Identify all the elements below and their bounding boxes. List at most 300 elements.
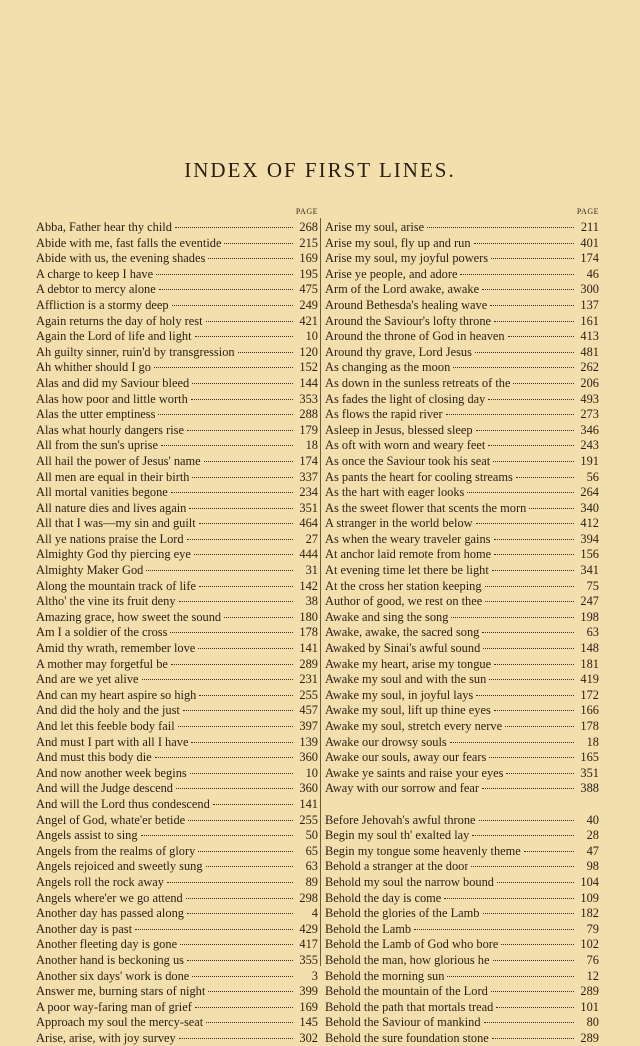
right-index-entry: [325, 594, 599, 610]
right-index-entry: [325, 360, 599, 376]
dot-leader: [199, 695, 293, 696]
left-index-entry: [36, 220, 318, 236]
right-index-entry: [325, 547, 599, 563]
first-line-text: All mortal vanities begone: [36, 485, 168, 500]
first-line-text: Awake my soul, stretch every nerve: [325, 719, 503, 733]
dot-leader: [146, 570, 293, 571]
dot-leader: [482, 788, 574, 789]
page-number: 144: [299, 375, 318, 390]
dot-leader: [497, 882, 574, 883]
left-column: [36, 207, 318, 1046]
right-index-entry: [325, 828, 599, 844]
dot-leader: [494, 554, 574, 555]
right-index-entry: [325, 516, 599, 532]
left-index-entry: [36, 657, 318, 673]
first-line-text: Begin my soul th' exalted lay: [325, 828, 470, 843]
first-line-text: Awake my soul, in joyful lays: [325, 687, 474, 702]
first-line-text: Angels from the realms of glory: [36, 843, 196, 858]
page-number: 169: [299, 251, 318, 266]
dot-leader: [494, 664, 574, 665]
dot-leader: [158, 414, 293, 415]
page-number: 288: [299, 407, 318, 422]
page-number: 120: [299, 344, 318, 359]
right-index-entry: [325, 438, 599, 454]
dot-leader: [485, 601, 574, 602]
first-line-text: Behold a stranger at the door: [325, 859, 469, 874]
right-index-entry: [325, 750, 599, 766]
page-number: 231: [299, 672, 318, 687]
right-entry-list: [325, 220, 599, 1046]
dot-leader: [529, 508, 574, 509]
left-index-entry: [36, 906, 318, 922]
first-line-text: And now another week begins: [36, 765, 187, 780]
right-index-entry: [325, 376, 599, 392]
page-number: 165: [580, 750, 599, 765]
right-index-entry: [325, 969, 599, 985]
page-number: 18: [305, 438, 318, 453]
dot-leader: [444, 898, 574, 899]
page-number: 142: [299, 578, 318, 593]
first-line-text: Behold the mountain of the Lord: [325, 984, 488, 999]
page-number: 182: [580, 906, 599, 921]
dot-leader: [506, 773, 574, 774]
page-number: 346: [580, 422, 599, 437]
dot-leader: [472, 835, 574, 836]
dot-leader: [494, 539, 575, 540]
column-divider: [320, 218, 321, 966]
first-line-text: Angels rejoiced and sweetly sung: [36, 859, 203, 874]
dot-leader: [474, 243, 574, 244]
left-index-entry: [36, 267, 318, 283]
page-number: 234: [299, 485, 318, 500]
first-line-text: Along the mountain track of life: [36, 578, 197, 593]
left-index-entry: [36, 1015, 318, 1031]
page-number: 388: [580, 781, 599, 796]
page-number: 109: [580, 890, 599, 905]
left-index-entry: [36, 735, 318, 751]
dot-leader: [494, 710, 574, 711]
right-index-entry: [325, 844, 599, 860]
page-number: 341: [580, 563, 599, 578]
dot-leader: [475, 352, 574, 353]
left-index-entry: [36, 859, 318, 875]
first-line-text: As flows the rapid river: [325, 407, 443, 422]
right-index-entry: [325, 454, 599, 470]
page-number: 46: [586, 266, 599, 281]
page-number: 79: [586, 921, 599, 936]
dot-leader: [206, 866, 293, 867]
page-number: 289: [580, 1030, 599, 1045]
first-line-text: All nature dies and lives again: [36, 500, 187, 515]
right-index-entry: [325, 859, 599, 875]
left-index-entry: [36, 438, 318, 454]
left-index-entry: [36, 750, 318, 766]
dot-leader: [427, 227, 574, 228]
page-number: 421: [299, 313, 318, 328]
first-line-text: Away with our sorrow and fear: [325, 781, 480, 796]
page-number: 98: [586, 859, 599, 874]
first-line-text: Awake and sing the song: [325, 609, 449, 624]
dot-leader: [195, 336, 293, 337]
page-number: 148: [580, 641, 599, 656]
first-line-text: Arise my soul, my joyful powers: [325, 251, 489, 266]
first-line-text: Angels assist to sing: [36, 828, 138, 843]
dot-leader: [485, 586, 574, 587]
page-number: 355: [299, 952, 318, 967]
first-line-text: A poor way-faring man of grief: [36, 999, 192, 1014]
dot-leader: [471, 866, 574, 867]
first-line-text: As when the weary traveler gains: [325, 531, 491, 546]
page-number: 101: [580, 999, 599, 1014]
left-index-entry: [36, 251, 318, 267]
left-index-entry: [36, 688, 318, 704]
right-column: [325, 207, 599, 1046]
page-number: 137: [580, 297, 599, 312]
page-number: 302: [299, 1030, 318, 1045]
page-number: 174: [580, 251, 599, 266]
first-line-text: Awake my soul, lift up thine eyes: [325, 703, 491, 718]
right-index-entry: [325, 220, 599, 236]
page-number: 255: [299, 687, 318, 702]
page-number: 191: [580, 453, 599, 468]
left-index-entry: [36, 844, 318, 860]
first-line-text: At the cross her station keeping: [325, 578, 482, 593]
first-line-text: Arm of the Lord awake, awake: [325, 282, 480, 297]
first-line-text: And are we yet alive: [36, 672, 139, 687]
page-number: 102: [580, 937, 599, 952]
left-index-entry: [36, 579, 318, 595]
left-index-entry: [36, 282, 318, 298]
right-index-entry: [325, 703, 599, 719]
left-index-entry: [36, 766, 318, 782]
first-line-text: Behold the man, how glorious he: [325, 952, 490, 967]
page-number: 152: [299, 360, 318, 375]
dot-leader: [516, 477, 574, 478]
right-index-entry: [325, 906, 599, 922]
left-index-entry: [36, 625, 318, 641]
page-number: 353: [299, 391, 318, 406]
first-line-text: Another day is past: [36, 921, 133, 936]
right-index-entry: [325, 563, 599, 579]
page-number: 360: [299, 750, 318, 765]
page-number: 80: [586, 1015, 599, 1030]
page-number: 4: [311, 906, 318, 921]
page-number: 247: [580, 594, 599, 609]
dot-leader: [187, 960, 293, 961]
left-index-entry: [36, 563, 318, 579]
dot-leader: [213, 804, 293, 805]
dot-leader: [224, 243, 293, 244]
dot-leader: [513, 383, 574, 384]
page-number: 174: [299, 453, 318, 468]
dot-leader: [187, 913, 293, 914]
left-index-entry: [36, 828, 318, 844]
first-line-text: Behold the Saviour of mankind: [325, 1015, 481, 1030]
dot-leader: [199, 586, 293, 587]
page-number: 139: [299, 734, 318, 749]
page-number: 300: [580, 282, 599, 297]
dot-leader: [446, 414, 574, 415]
first-line-text: Around the throne of God in heaven: [325, 329, 505, 344]
left-index-entry: [36, 314, 318, 330]
right-index-entry: [325, 392, 599, 408]
page-number: 75: [586, 578, 599, 593]
page-number: 340: [580, 500, 599, 515]
first-line-text: Awake our souls, away our fears: [325, 750, 487, 765]
dot-leader: [490, 305, 574, 306]
left-index-entry: [36, 672, 318, 688]
left-index-entry: [36, 797, 318, 813]
dot-leader: [414, 929, 574, 930]
dot-leader: [195, 1007, 293, 1008]
first-line-text: Another day has passed along: [36, 906, 184, 921]
right-index-entry: [325, 407, 599, 423]
dot-leader: [155, 757, 293, 758]
left-index-entry: [36, 329, 318, 345]
dot-leader: [189, 508, 293, 509]
page-number: 169: [299, 999, 318, 1014]
page-number: 351: [580, 765, 599, 780]
first-line-text: As down in the sunless retreats of the: [325, 375, 511, 390]
dot-leader: [171, 492, 293, 493]
right-index-entry: [325, 891, 599, 907]
dot-leader: [476, 695, 574, 696]
dot-leader: [505, 726, 574, 727]
page-number: 243: [580, 438, 599, 453]
first-line-text: Another fleeting day is gone: [36, 937, 178, 952]
page-number: 141: [299, 641, 318, 656]
right-section-gap: [325, 797, 599, 813]
first-line-text: Another hand is beckoning us: [36, 952, 184, 967]
first-line-text: At evening time let there be light: [325, 563, 489, 578]
first-line-text: A debtor to mercy alone: [36, 282, 156, 297]
first-line-text: As once the Saviour took his seat: [325, 453, 491, 468]
first-line-text: All hail the power of Jesus' name: [36, 453, 201, 468]
page-number: 104: [580, 874, 599, 889]
left-index-entry: [36, 969, 318, 985]
page-number: 179: [299, 422, 318, 437]
first-line-text: And did the holy and the just: [36, 703, 180, 718]
first-line-text: Before Jehovah's awful throne: [325, 812, 476, 827]
first-line-text: Affliction is a stormy deep: [36, 297, 169, 312]
first-line-text: As changing as the moon: [325, 360, 451, 375]
first-line-text: Abba, Father hear thy child: [36, 220, 172, 234]
first-line-text: And will the Judge descend: [36, 781, 173, 796]
page-number: 273: [580, 407, 599, 422]
page-number: 399: [299, 984, 318, 999]
left-index-entry: [36, 298, 318, 314]
right-index-entry: [325, 735, 599, 751]
dot-leader: [188, 820, 293, 821]
dot-leader: [524, 851, 574, 852]
first-line-text: Behold the sure foundation stone: [325, 1030, 489, 1045]
first-line-text: And let this feeble body fail: [36, 719, 175, 733]
first-line-text: Behold my soul the narrow bound: [325, 874, 494, 889]
dot-leader: [190, 773, 293, 774]
first-line-text: Again returns the day of holy rest: [36, 313, 203, 328]
dot-leader: [172, 305, 293, 306]
page-number: 195: [299, 266, 318, 281]
right-index-entry: [325, 875, 599, 891]
left-index-entry: [36, 423, 318, 439]
dot-leader: [159, 289, 293, 290]
dot-leader: [141, 835, 293, 836]
right-index-entry: [325, 532, 599, 548]
dot-leader: [142, 679, 293, 680]
page-number: 401: [580, 235, 599, 250]
dot-leader: [496, 1007, 574, 1008]
right-index-entry: [325, 610, 599, 626]
first-line-text: Behold the glories of the Lamb: [325, 906, 480, 921]
page-number: 172: [580, 687, 599, 702]
right-index-entry: [325, 485, 599, 501]
first-line-text: Behold the Lamb of God who bore: [325, 937, 499, 952]
left-index-entry: [36, 407, 318, 423]
page-number: 10: [305, 329, 318, 344]
first-line-text: Alas the utter emptiness: [36, 407, 156, 422]
right-index-entry: [325, 657, 599, 673]
right-index-entry: [325, 781, 599, 797]
dot-leader: [501, 944, 574, 945]
page-number: 417: [299, 937, 318, 952]
left-index-entry: [36, 376, 318, 392]
page-number: 156: [580, 547, 599, 562]
first-line-text: All men are equal in their birth: [36, 469, 190, 484]
dot-leader: [176, 788, 293, 789]
page-number: 47: [586, 843, 599, 858]
page-number: 289: [299, 656, 318, 671]
page-number: 413: [580, 329, 599, 344]
page-number: 211: [580, 220, 599, 234]
first-line-text: Almighty Maker God: [36, 563, 144, 578]
dot-leader: [491, 991, 574, 992]
left-index-entry: [36, 781, 318, 797]
page-number: 89: [305, 874, 318, 889]
first-line-text: Am I a soldier of the cross: [36, 625, 168, 640]
dot-leader: [154, 367, 293, 368]
first-line-text: Another six days' work is done: [36, 968, 190, 983]
page-number: 50: [305, 828, 318, 843]
page-number: 360: [299, 781, 318, 796]
dot-leader: [494, 321, 574, 322]
dot-leader: [167, 882, 293, 883]
page-number: 12: [586, 968, 599, 983]
page-number: 145: [299, 1015, 318, 1030]
page-number: 18: [586, 734, 599, 749]
left-index-entry: [36, 984, 318, 1000]
right-index-entry: [325, 251, 599, 267]
first-line-text: Ah whither should I go: [36, 360, 151, 375]
dot-leader: [178, 726, 293, 727]
right-index-entry: [325, 688, 599, 704]
dot-leader: [170, 632, 293, 633]
left-index-entry: [36, 236, 318, 252]
left-index-entry: [36, 891, 318, 907]
page-number: 412: [580, 516, 599, 531]
first-line-text: As pants the heart for cooling streams: [325, 469, 513, 484]
first-line-text: All from the sun's uprise: [36, 438, 158, 453]
left-index-entry: [36, 360, 318, 376]
right-index-entry: [325, 984, 599, 1000]
page-number: 31: [305, 563, 318, 578]
first-line-text: And must I part with all I have: [36, 734, 189, 749]
first-line-text: Around Bethesda's healing wave: [325, 297, 488, 312]
first-line-text: Awake our drowsy souls: [325, 734, 447, 749]
dot-leader: [192, 383, 293, 384]
page-number: 178: [299, 625, 318, 640]
page-number: 56: [586, 469, 599, 484]
dot-leader: [224, 617, 293, 618]
first-line-text: Behold the morning sun: [325, 968, 445, 983]
dot-leader: [451, 617, 574, 618]
first-line-text: And will the Lord thus condescend: [36, 796, 210, 811]
first-line-text: Behold the day is come: [325, 890, 442, 905]
dot-leader: [450, 742, 574, 743]
first-line-text: As oft with worn and weary feet: [325, 438, 486, 453]
page-number: 198: [580, 609, 599, 624]
left-index-entry: [36, 392, 318, 408]
dot-leader: [489, 679, 574, 680]
right-index-entry: [325, 345, 599, 361]
left-index-entry: [36, 594, 318, 610]
first-line-text: And can my heart aspire so high: [36, 687, 197, 702]
dot-leader: [192, 976, 293, 977]
first-line-text: Arise my soul, fly up and run: [325, 235, 471, 250]
right-index-entry: [325, 813, 599, 829]
left-index-entry: [36, 937, 318, 953]
dot-leader: [238, 352, 293, 353]
page-number: 27: [305, 531, 318, 546]
left-entry-list: [36, 220, 318, 1046]
right-index-entry: [325, 641, 599, 657]
left-index-entry: [36, 516, 318, 532]
page-number: 63: [305, 859, 318, 874]
page-number: 161: [580, 313, 599, 328]
page-number: 429: [299, 921, 318, 936]
dot-leader: [476, 523, 574, 524]
dot-leader: [493, 461, 574, 462]
right-index-entry: [325, 1015, 599, 1031]
page-number: 444: [299, 547, 318, 562]
page-number: 215: [299, 235, 318, 250]
right-index-entry: [325, 1000, 599, 1016]
dot-leader: [489, 757, 574, 758]
left-index-entry: [36, 547, 318, 563]
dot-leader: [482, 632, 574, 633]
left-index-entry: [36, 1031, 318, 1046]
page-number: 65: [305, 843, 318, 858]
first-line-text: A stranger in the world below: [325, 516, 473, 531]
first-line-text: Alas how poor and little worth: [36, 391, 188, 406]
right-index-entry: [325, 672, 599, 688]
first-line-text: Asleep in Jesus, blessed sleep: [325, 422, 473, 437]
dot-leader: [508, 336, 574, 337]
dot-leader: [492, 1038, 574, 1039]
left-index-entry: [36, 532, 318, 548]
page-number: 3: [311, 968, 318, 983]
first-line-text: Behold the Lamb: [325, 921, 412, 936]
dot-leader: [191, 399, 293, 400]
first-line-text: Behold the path that mortals tread: [325, 999, 494, 1014]
page-number: 481: [580, 344, 599, 359]
left-index-entry: [36, 703, 318, 719]
left-index-entry: [36, 922, 318, 938]
page-number: 264: [580, 485, 599, 500]
first-line-text: Awake, awake, the sacred song: [325, 625, 480, 640]
first-line-text: Ah guilty sinner, ruin'd by transgression: [36, 344, 235, 359]
first-line-text: And must this body die: [36, 750, 152, 765]
left-index-entry: [36, 813, 318, 829]
